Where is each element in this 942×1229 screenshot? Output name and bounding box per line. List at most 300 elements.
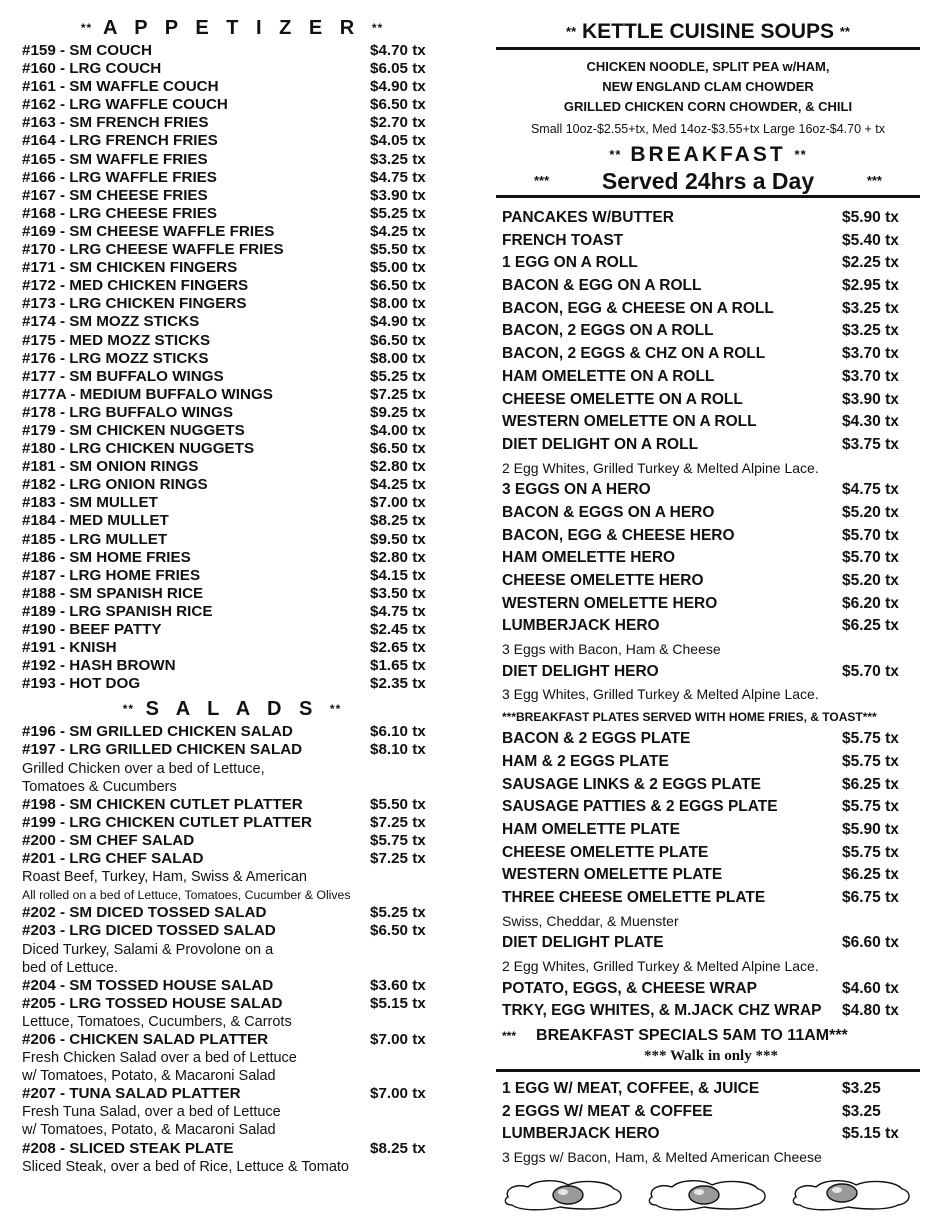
item-name: DIET DELIGHT PLATE	[502, 934, 664, 952]
item-name: 3 EGGS ON A HERO	[502, 481, 651, 499]
item-name: CHEESE OMELETTE HERO	[502, 572, 704, 589]
heading-stars: **	[839, 24, 850, 39]
item-name: #188 - SM SPANISH RICE	[22, 584, 204, 602]
menu-item	[22, 476, 442, 494]
item-price: $5.50 tx	[370, 795, 426, 813]
item-price: $4.75 tx	[842, 481, 899, 499]
appetizer-heading	[22, 14, 442, 42]
item-price: $3.70 tx	[842, 367, 899, 385]
specials-title: BREAKFAST SPECIALS 5AM TO 11AM***	[536, 1027, 848, 1045]
heading-stars: **	[794, 147, 807, 162]
item-name: #186 - SM HOME FRIES	[22, 548, 191, 566]
item-name: #208 - SLICED STEAK PLATE	[22, 1139, 234, 1157]
item-name: #191 - KNISH	[22, 639, 117, 657]
item-name: #200 - SM CHEF SALAD	[22, 831, 195, 849]
menu-item	[22, 549, 442, 567]
item-name: WESTERN OMELETTE HERO	[502, 594, 718, 612]
item-price: $6.50 tx	[370, 331, 426, 349]
item-name: BACON & EGGS ON A HERO	[502, 503, 715, 521]
item-price: $5.70 tx	[842, 662, 899, 680]
item-name: CHEESE OMELETTE ON A ROLL	[502, 390, 743, 408]
item-price: $6.50 tx	[370, 440, 426, 458]
item-price: $5.25 tx	[370, 367, 426, 385]
item-name: #198 - SM CHICKEN CUTLET PLATTER	[22, 795, 303, 813]
item-price: $4.25 tx	[370, 222, 426, 240]
item-price: $7.25 tx	[370, 813, 426, 831]
item-price: $5.00 tx	[370, 259, 426, 277]
menu-item	[502, 978, 912, 1001]
menu-item	[502, 434, 912, 457]
item-price: $2.95 tx	[842, 277, 899, 295]
menu-item	[22, 1140, 442, 1158]
item-price: $7.00 tx	[370, 1085, 426, 1103]
fried-egg-icon	[790, 1175, 914, 1213]
item-name: #164 - LRG FRENCH FRIES	[22, 132, 218, 150]
item-name: #207 - TUNA SALAD PLATTER	[22, 1085, 241, 1103]
item-price: $2.80 tx	[370, 458, 426, 476]
menu-item	[22, 259, 442, 277]
item-price: $3.25 tx	[842, 299, 899, 317]
menu-item	[22, 295, 442, 313]
menu-item	[22, 814, 442, 832]
item-description: 2 Egg Whites, Grilled Turkey & Melted Alpine Lace.	[502, 958, 819, 974]
menu-item	[502, 1078, 912, 1101]
breakfast-list	[496, 207, 920, 1023]
item-price: $4.05 tx	[370, 132, 426, 150]
soups-list	[496, 57, 920, 117]
plates-note: ***BREAKFAST PLATES SERVED WITH HOME FRIES, & TOAST***	[502, 710, 877, 725]
item-price: $6.05 tx	[370, 60, 426, 78]
item-name: #180 - LRG CHICKEN NUGGETS	[22, 440, 255, 458]
right-column	[496, 14, 920, 1213]
menu-item	[502, 774, 912, 797]
menu-item	[502, 547, 912, 570]
menu-item	[22, 42, 442, 60]
item-description: w/ Tomatoes, Potato, & Macaroni Salad	[22, 1068, 276, 1085]
item-price: $4.60 tx	[842, 979, 899, 997]
menu-item	[22, 368, 442, 386]
menu-item	[502, 615, 912, 638]
item-name: #189 - LRG SPANISH RICE	[22, 602, 213, 620]
item-description: Tomatoes & Cucumbers	[22, 778, 177, 795]
item-name: #202 - SM DICED TOSSED SALAD	[22, 904, 267, 922]
item-price: $6.75 tx	[842, 888, 899, 906]
menu-item	[502, 728, 912, 751]
soups-heading	[496, 14, 920, 50]
item-price: $3.90 tx	[370, 186, 426, 204]
menu-item	[502, 887, 912, 910]
item-name: LUMBERJACK HERO	[502, 617, 660, 635]
item-name: 2 EGGS W/ MEAT & COFFEE	[502, 1102, 713, 1120]
heading-stars: ***	[866, 173, 882, 188]
item-name: #172 - MED CHICKEN FINGERS	[22, 277, 249, 295]
breakfast-subtitle	[496, 167, 920, 198]
breakfast-title: BREAKFAST	[630, 143, 786, 166]
item-price: $3.25 tx	[842, 322, 899, 340]
item-name: #204 - SM TOSSED HOUSE SALAD	[22, 976, 274, 994]
specials-list	[496, 1078, 920, 1169]
item-name: DIET DELIGHT HERO	[502, 662, 659, 680]
menu-item	[22, 512, 442, 530]
item-name: #199 - LRG CHICKEN CUTLET PLATTER	[22, 813, 312, 831]
item-price: $1.65 tx	[370, 657, 426, 675]
menu-item	[502, 1101, 912, 1124]
item-description: Diced Turkey, Salami & Provolone on a	[22, 941, 274, 958]
item-name: #174 - SM MOZZ STICKS	[22, 313, 200, 331]
menu-item	[502, 1000, 912, 1023]
item-name: #205 - LRG TOSSED HOUSE SALAD	[22, 994, 283, 1012]
item-name: #176 - LRG MOZZ STICKS	[22, 349, 209, 367]
item-price: $2.35 tx	[370, 675, 426, 693]
menu-item	[502, 525, 912, 548]
menu-item	[502, 864, 912, 887]
specials-subtitle: *** Walk in only ***	[644, 1048, 778, 1065]
menu-item	[22, 458, 442, 476]
left-column	[22, 14, 442, 1176]
item-name: 1 EGG W/ MEAT, COFFEE, & JUICE	[502, 1080, 760, 1098]
item-description: Grilled Chicken over a bed of Lettuce,	[22, 760, 265, 777]
heading-stars: **	[80, 21, 93, 35]
item-price: $5.70 tx	[842, 549, 899, 567]
item-price: $7.25 tx	[370, 385, 426, 403]
heading-stars: **	[371, 21, 384, 35]
menu-item	[22, 1085, 442, 1103]
item-name: #183 - SM MULLET	[22, 494, 158, 512]
fried-egg-icon	[502, 1175, 626, 1213]
menu-item	[22, 96, 442, 114]
item-price: $5.20 tx	[842, 572, 899, 589]
item-name: #161 - SM WAFFLE COUCH	[22, 78, 219, 96]
item-name: #203 - LRG DICED TOSSED SALAD	[22, 922, 276, 940]
menu-item	[22, 657, 442, 675]
menu-item	[22, 904, 442, 922]
item-name: #160 - LRG COUCH	[22, 60, 162, 78]
item-description: Fresh Tuna Salad, over a bed of Lettuce	[22, 1104, 281, 1121]
menu-item	[502, 207, 912, 230]
item-name: WESTERN OMELETTE ON A ROLL	[502, 413, 757, 431]
item-name: #163 - SM FRENCH FRIES	[22, 114, 209, 132]
item-price: $6.60 tx	[842, 934, 899, 952]
menu-item	[22, 531, 442, 549]
menu-item	[22, 922, 442, 940]
item-price: $3.90 tx	[842, 390, 899, 408]
item-name: CHEESE OMELETTE PLATE	[502, 843, 709, 861]
item-price: $2.45 tx	[370, 621, 426, 638]
item-name: #168 - LRG CHEESE FRIES	[22, 204, 217, 222]
menu-item	[502, 230, 912, 253]
item-price: $5.75 tx	[842, 730, 899, 748]
item-price: $3.70 tx	[842, 345, 899, 363]
item-description: 3 Eggs w/ Bacon, Ham, & Melted American Cheese	[502, 1149, 822, 1166]
item-price: $5.25 tx	[370, 204, 426, 222]
salads-list	[22, 723, 442, 1175]
item-price: $4.75 tx	[370, 602, 426, 620]
heading-stars: ***	[534, 173, 550, 188]
item-name: #206 - CHICKEN SALAD PLATTER	[22, 1030, 269, 1048]
breakfast-subtitle-text: Served 24hrs a Day	[601, 168, 815, 194]
menu-item	[502, 343, 912, 366]
item-price: $5.75 tx	[842, 752, 899, 770]
item-name: #165 - SM WAFFLE FRIES	[22, 150, 208, 168]
menu-item	[22, 567, 442, 585]
item-price: $4.25 tx	[370, 476, 426, 494]
item-price: $5.40 tx	[842, 231, 899, 249]
menu-item	[22, 675, 442, 693]
item-description: Roast Beef, Turkey, Ham, Swiss & American	[22, 869, 307, 886]
item-price: $6.50 tx	[370, 96, 426, 114]
item-price: $2.70 tx	[370, 114, 426, 132]
item-name: PANCAKES W/BUTTER	[502, 209, 674, 226]
item-name: BACON & 2 EGGS PLATE	[502, 730, 691, 748]
menu-item	[22, 741, 442, 759]
item-name: #190 - BEEF PATTY	[22, 621, 162, 638]
item-name: #173 - LRG CHICKEN FINGERS	[22, 295, 247, 313]
menu-item	[502, 320, 912, 343]
item-name: #196 - SM GRILLED CHICKEN SALAD	[22, 723, 293, 741]
item-price: $6.25 tx	[842, 866, 899, 884]
item-description: Fresh Chicken Salad over a bed of Lettuce	[22, 1050, 297, 1067]
item-price: $4.80 tx	[842, 1002, 899, 1020]
menu-item	[22, 205, 442, 223]
item-price: $5.25 tx	[370, 904, 426, 922]
item-price: $4.75 tx	[370, 168, 426, 186]
item-price: $7.00 tx	[370, 494, 426, 512]
item-name: #159 - SM COUCH	[22, 42, 152, 59]
item-name: HAM OMELETTE PLATE	[502, 820, 680, 838]
item-price: $4.15 tx	[370, 566, 426, 584]
item-name: #177 - SM BUFFALO WINGS	[22, 367, 224, 385]
item-price: $6.25 tx	[842, 775, 899, 793]
menu-item	[22, 132, 442, 150]
item-name: #187 - LRG HOME FRIES	[22, 566, 201, 584]
soup-sizes: Small 10oz-$2.55+tx, Med 14oz-$3.55+tx Large 16oz-$4.70 + tx	[530, 122, 886, 136]
menu-item	[502, 479, 912, 502]
item-description: Lettuce, Tomatoes, Cucumbers, & Carrots	[22, 1013, 292, 1030]
item-name: #184 - MED MULLET	[22, 512, 169, 530]
item-price: $5.20 tx	[842, 503, 899, 521]
item-price: $9.25 tx	[370, 403, 426, 421]
item-name: #181 - SM ONION RINGS	[22, 458, 199, 476]
menu-item	[22, 404, 442, 422]
menu-item	[22, 60, 442, 78]
item-price: $4.90 tx	[370, 313, 426, 331]
item-name: 1 EGG ON A ROLL	[502, 254, 638, 272]
item-description: w/ Tomatoes, Potato, & Macaroni Salad	[22, 1122, 276, 1139]
menu-item	[502, 593, 912, 616]
item-price: $7.25 tx	[370, 850, 426, 868]
menu-item	[502, 1123, 912, 1146]
item-name: SAUSAGE PATTIES & 2 EGGS PLATE	[502, 798, 778, 816]
menu-item	[22, 977, 442, 995]
item-name: FRENCH TOAST	[502, 231, 624, 249]
item-name: #185 - LRG MULLET	[22, 530, 168, 548]
item-price: $5.15 tx	[370, 994, 426, 1012]
item-name: #179 - SM CHICKEN NUGGETS	[22, 421, 245, 439]
item-description: 2 Egg Whites, Grilled Turkey & Melted Alpine Lace.	[502, 459, 819, 476]
menu-item	[22, 494, 442, 512]
item-name: #178 - LRG BUFFALO WINGS	[22, 403, 233, 421]
item-price: $6.50 tx	[370, 922, 426, 940]
appetizer-title: A P P E T I Z E R	[103, 17, 361, 39]
item-name: #197 - LRG GRILLED CHICKEN SALAD	[22, 741, 303, 759]
item-price: $2.80 tx	[370, 548, 426, 566]
menu-item	[22, 639, 442, 657]
egg-decoration	[496, 1175, 920, 1213]
item-price: $4.00 tx	[370, 421, 426, 439]
item-description: Sliced Steak, over a bed of Rice, Lettuce & Tomato	[22, 1158, 349, 1175]
item-price: $2.65 tx	[370, 639, 426, 657]
item-price: $3.25	[842, 1080, 881, 1098]
item-name: TRKY, EGG WHITES, & M.JACK CHZ WRAP	[502, 1002, 822, 1020]
menu-item	[22, 332, 442, 350]
item-name: BACON, 2 EGGS ON A ROLL	[502, 322, 714, 340]
menu-item	[22, 796, 442, 814]
menu-item	[22, 151, 442, 169]
item-price: $8.00 tx	[370, 295, 426, 313]
menu-item	[502, 661, 912, 684]
soup-line: NEW ENGLAND CLAM CHOWDER	[602, 79, 814, 94]
menu-item	[22, 1031, 442, 1049]
item-price: $9.50 tx	[370, 530, 426, 548]
item-price: $3.50 tx	[370, 584, 426, 602]
menu-item	[502, 275, 912, 298]
menu-item	[22, 850, 442, 868]
item-price: $5.75 tx	[842, 843, 899, 861]
menu-item	[22, 585, 442, 603]
item-price: $5.75 tx	[842, 798, 899, 816]
breakfast-heading	[496, 141, 920, 167]
item-name: #166 - LRG WAFFLE FRIES	[22, 168, 217, 186]
item-price: $3.60 tx	[370, 976, 426, 994]
item-name: HAM OMELETTE ON A ROLL	[502, 367, 715, 385]
menu-item	[22, 832, 442, 850]
item-price: $5.70 tx	[842, 526, 899, 544]
item-price: $6.50 tx	[370, 277, 426, 295]
item-name: #171 - SM CHICKEN FINGERS	[22, 259, 238, 277]
menu-item	[502, 751, 912, 774]
item-price: $4.70 tx	[370, 42, 426, 59]
menu-item	[22, 223, 442, 241]
item-name: THREE CHEESE OMELETTE PLATE	[502, 888, 766, 906]
menu-item	[502, 366, 912, 389]
menu-item	[502, 932, 912, 955]
menu-item	[502, 411, 912, 434]
menu-item	[502, 819, 912, 842]
item-name: #182 - LRG ONION RINGS	[22, 476, 208, 494]
item-price: $2.25 tx	[842, 254, 899, 272]
item-name: #177A - MEDIUM BUFFALO WINGS	[22, 385, 273, 403]
menu-item	[22, 169, 442, 187]
item-price: $3.25	[842, 1102, 881, 1120]
menu-item	[22, 78, 442, 96]
item-name: #170 - LRG CHEESE WAFFLE FRIES	[22, 241, 284, 259]
item-price: $5.90 tx	[842, 209, 899, 226]
item-name: #193 - HOT DOG	[22, 675, 141, 693]
menu-item	[22, 241, 442, 259]
menu-item	[22, 187, 442, 205]
menu-item	[22, 995, 442, 1013]
heading-stars: **	[122, 702, 135, 717]
menu-item	[502, 298, 912, 321]
menu-item	[22, 313, 442, 331]
item-price: $6.25 tx	[842, 617, 899, 635]
item-name: #167 - SM CHEESE FRIES	[22, 186, 208, 204]
item-price: $7.00 tx	[370, 1030, 426, 1048]
item-name: #192 - HASH BROWN	[22, 657, 176, 675]
heading-stars: ***	[502, 1029, 517, 1044]
item-description: 3 Eggs with Bacon, Ham & Cheese	[502, 641, 721, 658]
item-price: $6.20 tx	[842, 594, 899, 612]
item-name: #162 - LRG WAFFLE COUCH	[22, 96, 228, 114]
item-price: $3.25 tx	[370, 150, 426, 168]
menu-item	[502, 389, 912, 412]
item-price: $5.50 tx	[370, 241, 426, 259]
item-name: #169 - SM CHEESE WAFFLE FRIES	[22, 222, 275, 240]
salads-title: S A L A D S	[145, 698, 319, 721]
item-name: POTATO, EGGS, & CHEESE WRAP	[502, 979, 757, 997]
menu-item	[22, 422, 442, 440]
menu-item	[502, 570, 912, 593]
item-description: 3 Egg Whites, Grilled Turkey & Melted Alpine Lace.	[502, 686, 819, 703]
item-name: LUMBERJACK HERO	[502, 1125, 660, 1143]
specials-heading	[496, 1023, 920, 1072]
menu-item	[502, 796, 912, 819]
item-name: BACON, 2 EGGS & CHZ ON A ROLL	[502, 345, 766, 363]
menu-item	[22, 603, 442, 621]
item-price: $8.25 tx	[370, 1139, 426, 1157]
menu-item	[502, 502, 912, 525]
item-name: #175 - MED MOZZ STICKS	[22, 331, 211, 349]
item-description: All rolled on a bed of Lettuce, Tomatoes, Cucumber & Olives	[22, 888, 351, 903]
item-price: $3.75 tx	[842, 435, 899, 453]
fried-egg-icon	[646, 1175, 770, 1213]
heading-stars: **	[329, 702, 342, 717]
soup-line: GRILLED CHICKEN CORN CHOWDER, & CHILI	[563, 99, 853, 114]
item-price: $4.90 tx	[370, 78, 426, 96]
item-price: $5.15 tx	[842, 1125, 899, 1143]
item-price: $8.00 tx	[370, 349, 426, 367]
item-price: $5.75 tx	[370, 831, 426, 849]
menu-item	[22, 386, 442, 404]
menu-item	[22, 350, 442, 368]
salads-heading	[22, 695, 442, 723]
heading-stars: **	[609, 147, 622, 162]
menu-item	[502, 252, 912, 275]
item-price: $8.25 tx	[370, 512, 426, 530]
appetizer-list	[22, 42, 442, 693]
item-description: bed of Lettuce.	[22, 959, 118, 976]
menu-item	[22, 114, 442, 132]
soup-line: CHICKEN NOODLE, SPLIT PEA w/HAM,	[586, 59, 830, 74]
item-name: DIET DELIGHT ON A ROLL	[502, 435, 699, 453]
item-price: $5.90 tx	[842, 820, 899, 838]
item-name: WESTERN OMELETTE PLATE	[502, 866, 723, 884]
item-name: HAM & 2 EGGS PLATE	[502, 752, 669, 770]
item-description: Swiss, Cheddar, & Muenster	[502, 912, 679, 929]
item-name: BACON, EGG & CHEESE HERO	[502, 526, 735, 544]
heading-stars: **	[566, 24, 577, 39]
menu-item	[22, 440, 442, 458]
item-price: $4.30 tx	[842, 413, 899, 431]
menu-item	[22, 723, 442, 741]
menu-item	[502, 842, 912, 865]
item-price: $8.10 tx	[370, 741, 426, 759]
soups-title: KETTLE CUISINE SOUPS	[581, 20, 835, 43]
menu-item	[22, 277, 442, 295]
item-name: BACON & EGG ON A ROLL	[502, 277, 702, 295]
item-name: SAUSAGE LINKS & 2 EGGS PLATE	[502, 775, 761, 793]
item-name: HAM OMELETTE HERO	[502, 549, 676, 567]
